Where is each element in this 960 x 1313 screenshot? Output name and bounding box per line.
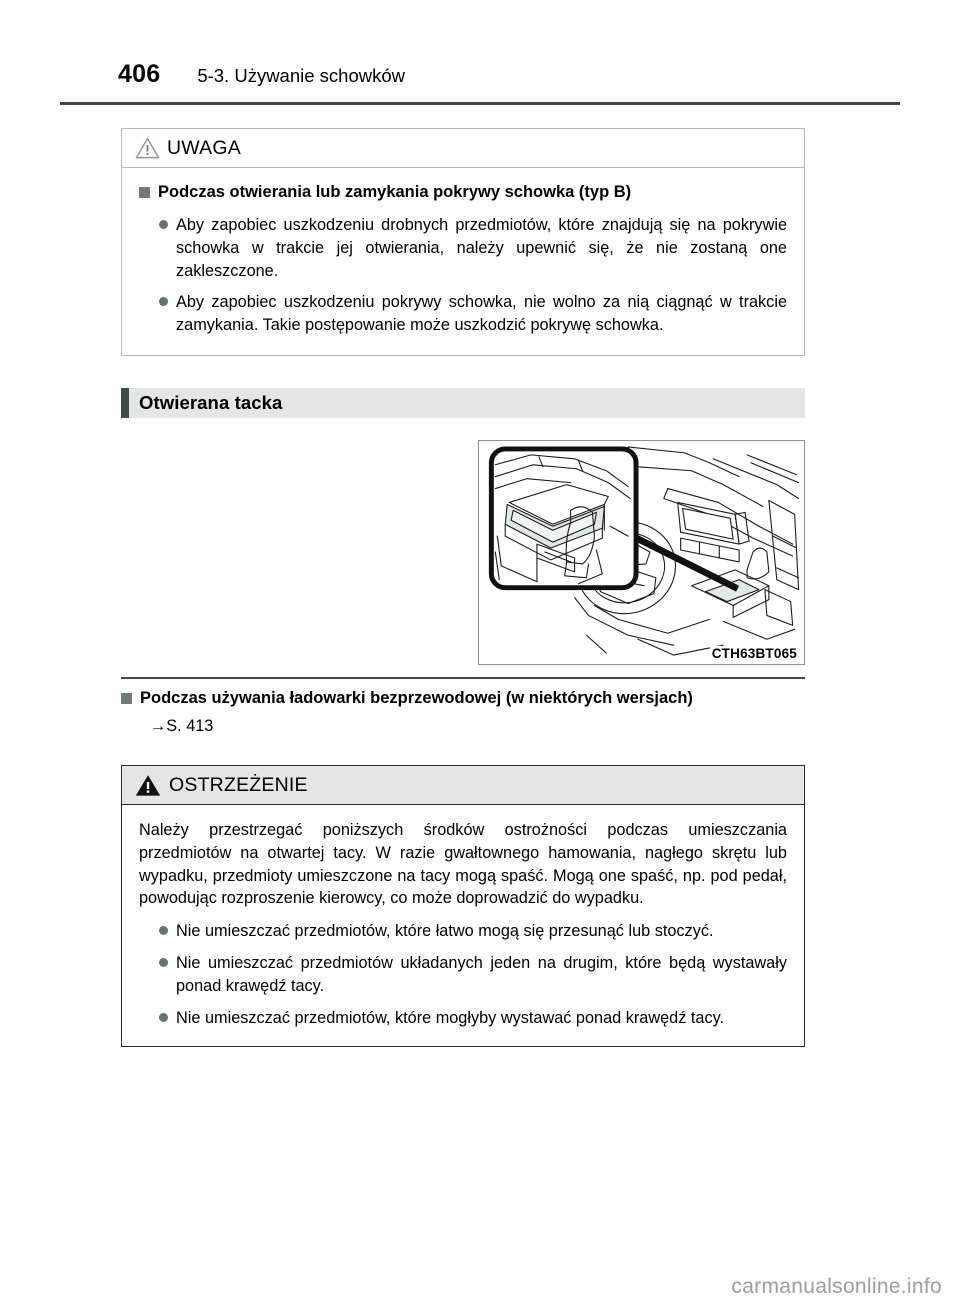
callout-inset xyxy=(491,449,636,588)
cross-reference-block xyxy=(121,688,811,737)
cross-reference-link[interactable] xyxy=(150,716,811,737)
notice-bullet-text: Aby zapobiec uszkodzeniu pokrywy schowka, nie wolno za nią ciągnąć w trakcie zamykania. Takie postępowanie może uszkodzić pokrywę schowka. xyxy=(176,293,787,335)
warning-box xyxy=(121,765,805,1047)
bullet-dot-icon xyxy=(159,958,168,967)
section-header xyxy=(121,388,805,418)
warning-body xyxy=(122,805,804,1046)
warning-triangle-outline-icon xyxy=(135,137,160,159)
page-title: 5-3. Używanie schowków xyxy=(197,65,406,86)
notice-body xyxy=(122,168,804,355)
square-marker-icon xyxy=(139,187,150,198)
cross-reference-page: S. 413 xyxy=(166,716,214,735)
list-item xyxy=(159,952,787,998)
bullet-dot-icon xyxy=(159,1013,168,1022)
notice-heading-text: Podczas otwierania lub zamykania pokrywy schowka (typ B) xyxy=(158,183,632,201)
illustration-figure xyxy=(478,440,805,665)
warning-title: OSTRZEŻENIE xyxy=(169,773,308,796)
notice-box xyxy=(121,128,805,356)
footer-watermark: carmanualsonline.info xyxy=(731,1275,942,1298)
notice-header xyxy=(122,129,804,168)
section-divider xyxy=(121,677,805,679)
warning-bullet-text: Nie umieszczać przedmiotów, które mogłyby wystawać ponad krawędź tacy. xyxy=(176,1008,725,1027)
car-interior-tray-illustration xyxy=(479,441,804,664)
bullet-dot-icon xyxy=(159,297,168,306)
warning-bullet-text: Nie umieszczać przedmiotów układanych jeden na drugim, które będą wystawały ponad krawędź tacy. xyxy=(176,954,787,995)
square-marker-icon xyxy=(121,693,132,704)
cross-reference-heading-text: Podczas używania ładowarki bezprzewodowej (w niektórych wersjach) xyxy=(140,689,693,707)
notice-bullet-text: Aby zapobiec uszkodzeniu drobnych przedmiotów, które znajdują się na pokrywie schowka w trakcie jej otwierania, należy upewnić się, że nie zostaną one zakleszczone. xyxy=(176,215,787,280)
header-divider xyxy=(60,102,900,105)
notice-heading xyxy=(139,182,787,203)
notice-title: UWAGA xyxy=(167,136,241,159)
list-item xyxy=(159,214,787,282)
list-item xyxy=(159,1007,787,1030)
list-item xyxy=(159,920,787,943)
warning-triangle-solid-icon xyxy=(135,774,161,797)
warning-bullet-text: Nie umieszczać przedmiotów, które łatwo mogą się przesunąć lub stoczyć. xyxy=(176,922,714,941)
list-item xyxy=(159,291,787,337)
cross-reference-heading xyxy=(121,688,811,709)
section-accent-bar xyxy=(121,388,129,418)
bullet-dot-icon xyxy=(159,220,168,229)
arrow-right-icon: → xyxy=(150,716,167,735)
page-number: 406 xyxy=(118,60,161,88)
section-title: Otwierana tacka xyxy=(139,392,283,413)
page-header xyxy=(118,62,824,87)
warning-paragraph: Należy przestrzegać poniższych środków ostrożności podczas umieszczania przedmiotów na otwartej tacy. W razie gwałtownego hamowania, nagłego skrętu lub wypadku, przedmioty umieszczone na tacy mogą spaść. Mogą one spaść, np. pod pedał, powodując rozproszenie kierowcy, co może doprowadzić do wypadku. xyxy=(139,821,787,908)
warning-header xyxy=(122,766,804,805)
bullet-dot-icon xyxy=(159,926,168,935)
figure-code: CTH63BT065 xyxy=(711,646,797,661)
